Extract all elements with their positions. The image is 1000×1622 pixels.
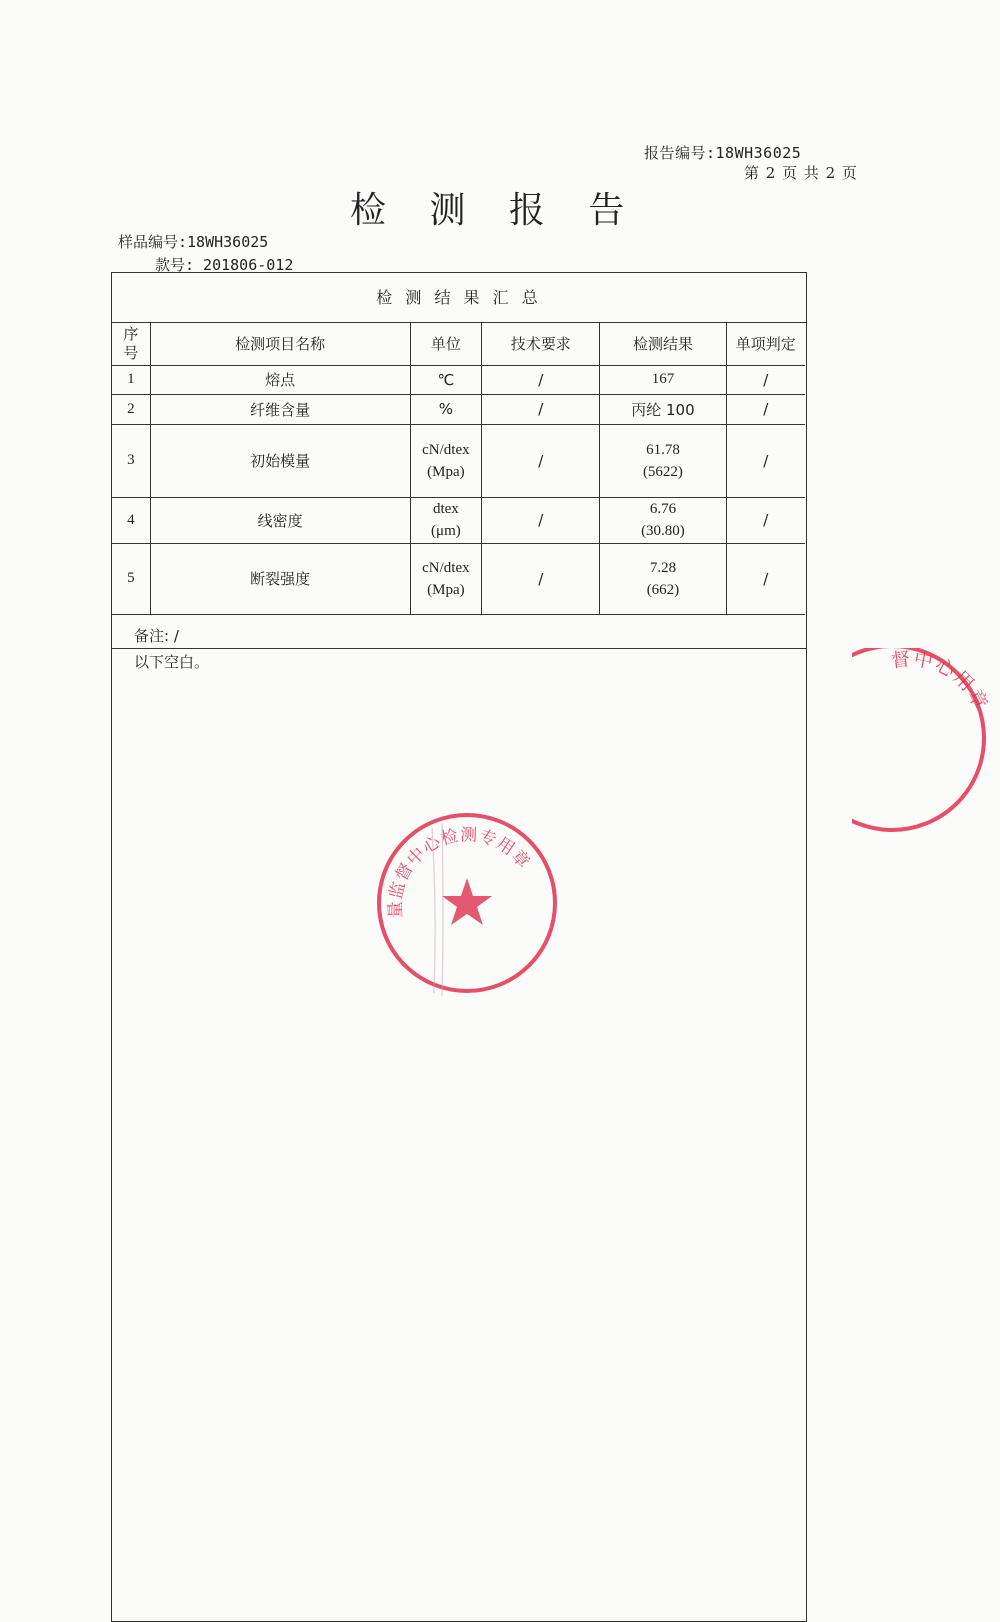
page-title: 检 测 报 告: [350, 190, 641, 231]
table-row: 1 熔点 ℃ / 167 /: [112, 365, 805, 394]
svg-text:督中心用章: [890, 648, 992, 715]
col-item: 检测项目名称: [150, 323, 410, 365]
col-requirement: 技术要求: [482, 323, 600, 365]
seal-text: 量监督中心检测专用章: [385, 825, 534, 919]
report-frame: [111, 272, 807, 1622]
col-unit: 单位: [410, 323, 482, 365]
results-table: [112, 323, 805, 615]
edge-seal: [852, 648, 1000, 840]
table-row: 4 线密度 dtex (μm) / 6.76 (30.80) /: [112, 497, 805, 543]
col-seq: 序 号: [112, 323, 150, 365]
col-result: 检测结果: [600, 323, 726, 365]
sample-number: 样品编号:18WH36025: [118, 233, 269, 251]
table-row: 2 纤维含量 % / 丙纶 100 /: [112, 394, 805, 424]
remark-row: [112, 623, 806, 649]
col-judgement: 单项判定: [726, 323, 805, 365]
edge-seal-text: 督中心用章: [889, 648, 993, 715]
report-number: 报告编号:18WH36025: [644, 144, 802, 162]
style-number: 款号: 201806-012: [155, 256, 294, 274]
table-row: 3 初始模量 cN/dtex (Mpa) / 61.78 (5622) /: [112, 424, 805, 497]
remark-text: 备注: /: [134, 627, 179, 645]
table-header-row: [112, 323, 805, 365]
blank-note: 以下空白。: [134, 653, 210, 671]
table-row: 5 断裂强度 cN/dtex (Mpa) / 7.28 (662) /: [112, 543, 805, 614]
summary-heading: 检 测 结 果 汇 总: [112, 273, 806, 323]
page-info: 第 2 页 共 2 页: [744, 164, 858, 182]
